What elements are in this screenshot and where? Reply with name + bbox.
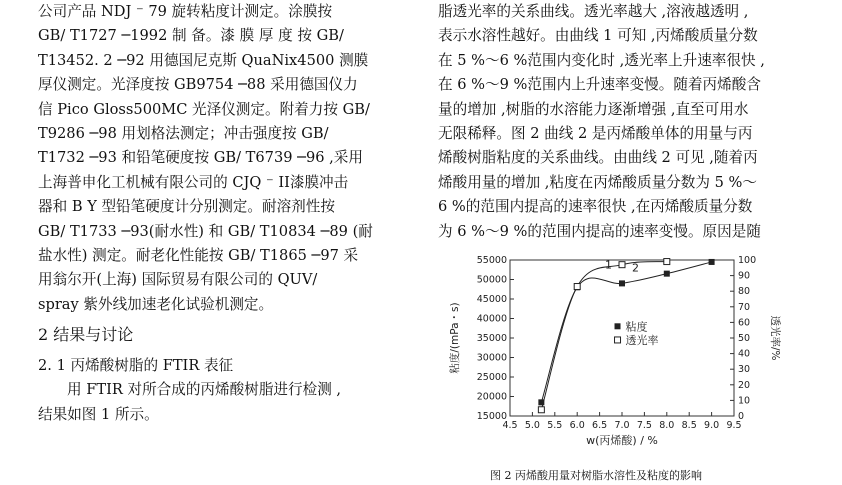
legend-label-viscosity: 粘度 — [625, 320, 648, 334]
legend-marker-viscosity — [615, 323, 621, 329]
dual-axis-chart — [438, 250, 842, 465]
text-line: GB/ T1733 ─93(耐水性) 和 GB/ T10834 ─89 (耐 — [38, 222, 373, 240]
x-tick-label: 9.5 — [726, 420, 742, 431]
viscosity-point — [709, 259, 715, 265]
text-line: 量的增加 ,树脂的水溶能力逐渐增强 ,直至可用水 — [438, 100, 749, 118]
x-tick-label: 9.0 — [704, 420, 720, 431]
left-column — [38, 0, 410, 427]
text-line: 在 5 %～6 %范围内变化时 ,透光率上升速率很快 , — [438, 51, 765, 69]
y-right-tick-label: 20 — [738, 379, 751, 391]
x-tick-label: 5.5 — [547, 420, 563, 431]
transmittance-point — [538, 407, 544, 413]
left-paragraph — [38, 0, 410, 317]
text-line: spray 紫外线加速老化试验机测定。 — [38, 295, 274, 313]
x-tick-label: 6.0 — [569, 420, 585, 431]
x-tick-label: 5.0 — [524, 420, 540, 431]
curve-label: 1 — [605, 258, 613, 272]
y-left-tick-label: 20000 — [476, 391, 507, 403]
subsection-heading: 2. 1 丙烯酸树脂的 FTIR 表征 — [38, 356, 234, 374]
text-line: T9286 ─98 用划格法测定；冲击强度按 GB/ — [38, 125, 329, 143]
x-tick-label: 7.0 — [614, 420, 630, 431]
transmittance-point — [574, 284, 580, 290]
y-left-tick-label: 35000 — [476, 333, 507, 344]
legend-label-transmittance: 透光率 — [625, 333, 659, 347]
text-line: 上海普申化工机械有限公司的 CJQ ⁻ II漆膜冲击 — [38, 173, 349, 191]
section-heading: 2 结果与讨论 — [38, 325, 134, 345]
right-column — [438, 0, 818, 244]
y-right-tick-label: 90 — [738, 270, 751, 282]
text-line: 器和 B Y 型铅笔硬度计分别测定。耐溶剂性按 — [38, 198, 335, 216]
x-tick-label: 8.5 — [681, 420, 697, 431]
text-line: 无限稀释。图 2 曲线 2 是丙烯酸单体的用量与丙 — [438, 125, 753, 143]
text-line: 结果如图 1 所示。 — [38, 405, 159, 423]
y-right-tick-label: 50 — [738, 333, 751, 344]
y-right-tick-label: 30 — [738, 364, 751, 376]
y-left-tick-label: 15000 — [476, 411, 507, 422]
x-tick-label: 8.0 — [659, 420, 675, 431]
y-left-tick-label: 45000 — [476, 294, 507, 305]
figure-2 — [438, 250, 842, 485]
y-left-tick-label: 50000 — [476, 274, 507, 286]
y-right-axis-label: 透光率/% — [769, 315, 781, 361]
text-line: 厚仪测定。光泽度按 GB9754 ─88 采用德国仪力 — [38, 76, 358, 94]
text-line: T1732 ─93 和铅笔硬度按 GB/ T6739 ─96 ,采用 — [38, 149, 363, 167]
transmittance-point — [664, 259, 670, 265]
y-right-tick-label: 60 — [738, 317, 751, 329]
y-right-tick-label: 70 — [738, 301, 751, 313]
text-line: 盐水性) 测定。耐老化性能按 GB/ T1865 ─97 采 — [38, 247, 359, 265]
y-left-tick-label: 55000 — [476, 255, 507, 266]
y-left-tick-label: 30000 — [476, 352, 507, 364]
y-left-tick-label: 40000 — [476, 313, 507, 325]
x-tick-label: 7.5 — [636, 420, 652, 431]
text-line: 用 FTIR 对所合成的丙烯酸树脂进行检测 , — [67, 381, 342, 399]
text-line: 信 Pico Gloss500MC 光泽仪测定。附着力按 GB/ — [38, 100, 370, 118]
text-line: T13452. 2 ─92 用德国尼克斯 QuaNix4500 测膜 — [38, 51, 369, 69]
x-tick-label: 6.5 — [592, 420, 608, 431]
text-line: 用翁尔开(上海) 国际贸易有限公司的 QUV/ — [38, 271, 318, 289]
y-right-tick-label: 10 — [738, 395, 751, 407]
x-axis-label: w(丙烯酸) / % — [586, 434, 658, 447]
text-line: 烯酸树脂粘度的关系曲线。由曲线 2 可见 ,随着丙 — [438, 149, 758, 167]
text-line: GB/ T1727 ─1992 制 备。漆 膜 厚 度 按 GB/ — [38, 27, 344, 45]
text-line: 烯酸用量的增加 ,粘度在丙烯酸质量分数为 5 %～ — [438, 173, 757, 191]
viscosity-point — [619, 280, 625, 286]
legend-marker-transmittance — [615, 337, 621, 343]
text-line: 脂透光率的关系曲线。透光率越大 ,溶液越透明 , — [438, 3, 749, 20]
text-line: 为 6 %～9 %的范围内提高的速率变慢。原因是随 — [438, 222, 761, 240]
y-right-tick-label: 80 — [738, 286, 751, 298]
y-right-tick-label: 40 — [738, 348, 751, 360]
y-right-tick-label: 0 — [738, 411, 745, 422]
transmittance-point — [619, 262, 625, 268]
text-line: 表示水溶性越好。由曲线 1 可知 ,丙烯酸质量分数 — [438, 27, 758, 45]
text-line: 公司产品 NDJ ⁻ 79 旋转粘度计测定。涂膜按 — [38, 3, 333, 20]
y-left-tick-label: 25000 — [476, 372, 507, 383]
x-tick-label: 4.5 — [502, 420, 518, 431]
y-left-axis-label: 粘度/(mPa・s) — [449, 302, 461, 374]
text-line: 6 %的范围内提高的速率很快 ,在丙烯酸质量分数 — [438, 198, 753, 216]
y-right-tick-label: 100 — [738, 255, 757, 266]
viscosity-point — [664, 271, 670, 277]
viscosity-point — [538, 399, 544, 405]
curve-label: 2 — [631, 261, 639, 275]
figure-caption: 图 2 丙烯酸用量对树脂水溶性及粘度的影响 — [490, 469, 702, 482]
text-line: 在 6 %～9 %范围内上升速率变慢。随着丙烯酸含 — [438, 76, 761, 94]
